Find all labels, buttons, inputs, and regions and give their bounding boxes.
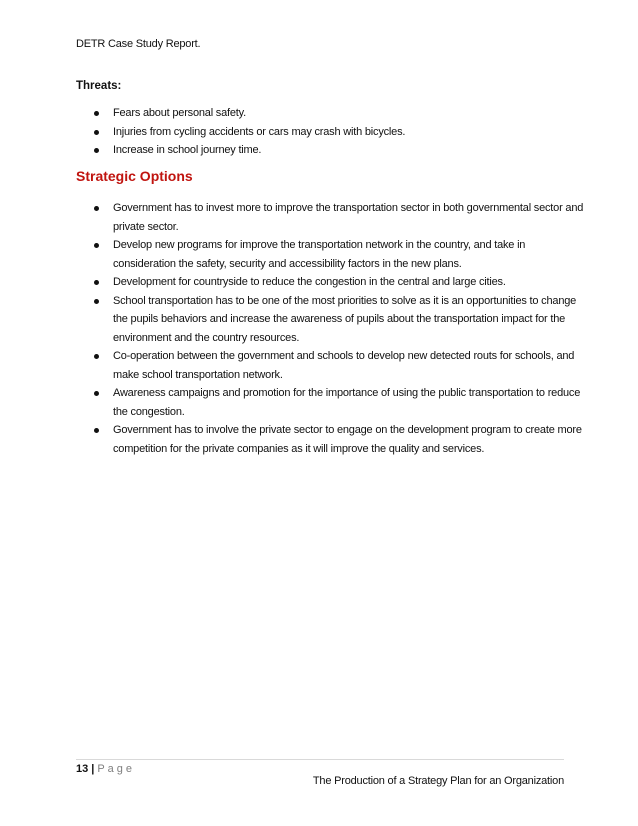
bullet-icon	[94, 354, 99, 359]
threats-heading: Threats:	[76, 80, 122, 92]
bullet-icon	[94, 148, 99, 153]
bullet-icon	[94, 130, 99, 135]
list-item: Develop new programs for improve the transportation network in the country, and take in consideration the safety, security and accessibility factors in the new plans.	[113, 236, 585, 273]
bullet-icon	[94, 391, 99, 396]
bullet-icon	[94, 111, 99, 116]
page-number-separator: |	[91, 763, 95, 775]
list-item: School transportation has to be one of the most priorities to solve as it is an opportunities to change the pupils behaviors and increase the awareness of pupils about the transportation impact for the environment and the country resources.	[113, 292, 585, 348]
bullet-icon	[94, 280, 99, 285]
bullet-icon	[94, 428, 99, 433]
list-item: Injuries from cycling accidents or cars may crash with bicycles.	[113, 123, 583, 142]
bullet-icon	[94, 243, 99, 248]
footer-document-title: The Production of a Strategy Plan for an Organization	[312, 775, 564, 787]
page-number	[76, 763, 135, 775]
list-item: Fears about personal safety.	[113, 104, 583, 123]
list-item: Government has to invest more to improve the transportation sector in both governmental sector and private sector.	[113, 199, 585, 236]
page-number-value: 13	[76, 763, 89, 775]
list-item: Co-operation between the government and schools to develop new detected routs for schools, and make school transportation network.	[113, 347, 585, 384]
threats-list	[113, 104, 583, 160]
bullet-icon	[94, 206, 99, 211]
running-header: DETR Case Study Report.	[76, 38, 201, 50]
footer-divider	[76, 759, 564, 760]
page-word: Page	[97, 763, 136, 775]
list-item: Development for countryside to reduce the congestion in the central and large cities.	[113, 273, 585, 292]
strategic-options-list	[113, 199, 585, 458]
list-item: Government has to involve the private sector to engage on the development program to create more competition for the private companies as it will improve the quality and services.	[113, 421, 585, 458]
bullet-icon	[94, 299, 99, 304]
list-item: Increase in school journey time.	[113, 141, 583, 160]
strategic-options-heading: Strategic Options	[76, 168, 193, 184]
list-item: Awareness campaigns and promotion for the importance of using the public transportation to reduce the congestion.	[113, 384, 585, 421]
